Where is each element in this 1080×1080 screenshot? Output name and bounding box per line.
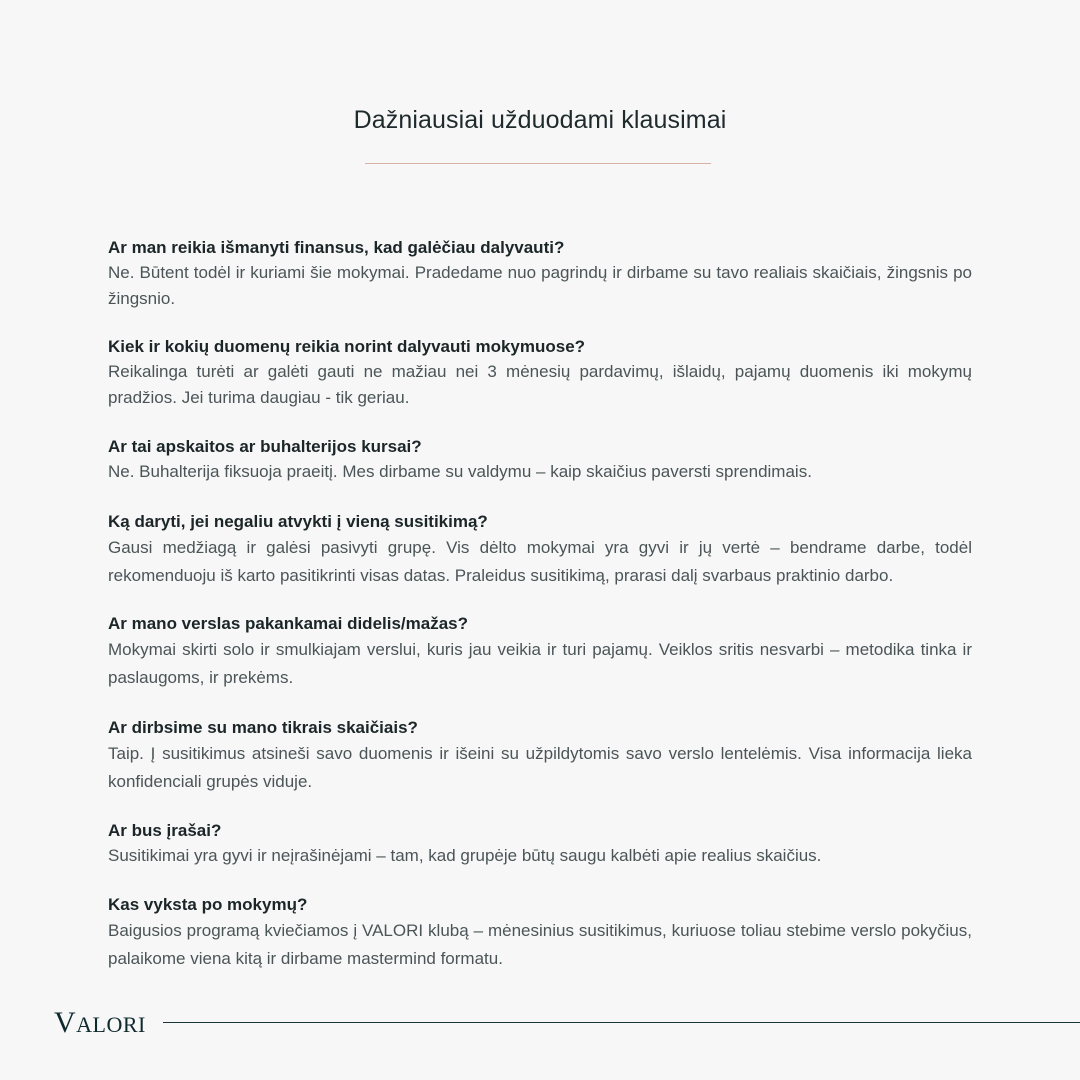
faq-item — [108, 612, 972, 692]
faq-question: Ar man reikia išmanyti finansus, kad galėčiau dalyvauti? — [108, 238, 565, 257]
faq-question: Kas vyksta po mokymų? — [108, 895, 308, 914]
faq-item — [108, 510, 972, 590]
faq-answer: Gausi medžiagą ir galėsi pasivyti grupę. Vis dėlto mokymai yra gyvi ir jų vertė – bendrame darbe, todėl rekomenduoju iš karto pasitikrinti visas datas. Praleidus susitikimą, prarasi dalį svarbaus praktinio darbo. — [108, 538, 972, 585]
faq-question: Ką daryti, jei negaliu atvykti į vieną susitikimą? — [108, 512, 488, 531]
faq-answer: Reikalinga turėti ar galėti gauti ne mažiau nei 3 mėnesių pardavimų, išlaidų, pajamų duomenis iki mokymų pradžios. Jei turima daugiau - tik geriau. — [108, 362, 972, 407]
logo-rest: ALORI — [76, 1012, 146, 1037]
faq-item — [108, 893, 972, 973]
faq-answer: Susitikimai yra gyvi ir neįrašinėjami – tam, kad grupėje būtų saugu kalbėti apie realius skaičius. — [108, 846, 822, 865]
faq-answer: Mokymai skirti solo ir smulkiajam verslui, kuris jau veikia ir turi pajamų. Veiklos sritis nesvarbi – metodika tinka ir paslaugoms, ir prekėms. — [108, 640, 972, 687]
footer-divider — [163, 1022, 1080, 1023]
faq-question: Ar bus įrašai? — [108, 821, 222, 840]
faq-answer: Baigusios programą kviečiamos į VALORI klubą – mėnesinius susitikimus, kuriuose toliau stebime verslo pokyčius, palaikome viena kitą ir dirbame mastermind formatu. — [108, 921, 972, 968]
logo-initial: V — [54, 1006, 77, 1039]
faq-question: Ar dirbsime su mano tikrais skaičiais? — [108, 718, 418, 737]
faq-item — [108, 335, 972, 411]
title-divider — [365, 163, 711, 164]
faq-item — [108, 236, 972, 312]
faq-item — [108, 716, 972, 796]
brand-logo — [54, 1006, 146, 1045]
faq-item — [108, 819, 972, 869]
faq-question: Kiek ir kokių duomenų reikia norint dalyvauti mokymuose? — [108, 337, 586, 356]
faq-question: Ar tai apskaitos ar buhalterijos kursai? — [108, 437, 422, 456]
page-title: Dažniausiai užduodami klausimai — [353, 106, 727, 134]
faq-item — [108, 435, 972, 485]
faq-answer: Ne. Būtent todėl ir kuriami šie mokymai. Pradedame nuo pagrindų ir dirbame su tavo realiais skaičiais, žingsnis po žingsnio. — [108, 263, 972, 308]
faq-answer: Taip. Į susitikimus atsineši savo duomenis ir išeini su užpildytomis savo verslo lentelėmis. Visa informacija lieka konfidenciali grupės viduje. — [108, 744, 972, 791]
faq-answer: Ne. Buhalterija fiksuoja praeitį. Mes dirbame su valdymu – kaip skaičius paversti sprendimais. — [108, 462, 812, 481]
faq-question: Ar mano verslas pakankamai didelis/mažas? — [108, 614, 469, 633]
